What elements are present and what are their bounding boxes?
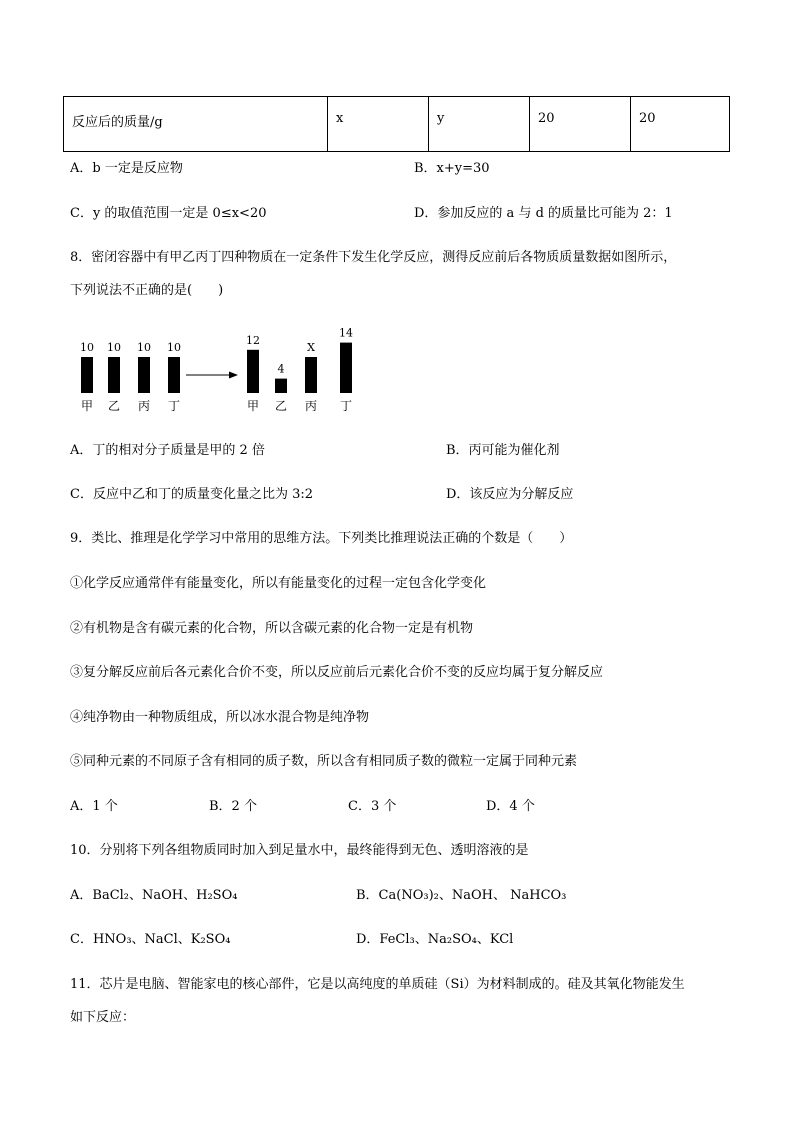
q8-option-d: D．该反应为分解反应 <box>446 487 574 502</box>
after-category-label-0: 甲 <box>246 399 260 413</box>
reaction-arrow-head <box>229 372 238 379</box>
q9-item-5: ⑤同种元素的不同原子含有相同的质子数，所以含有相同质子数的微粒一定属于同种元素 <box>70 754 578 769</box>
q8-stem-line2: 下列说法不正确的是( ) <box>70 283 224 298</box>
after-value-label-3: 14 <box>339 326 353 340</box>
q11-stem-line2: 如下反应： <box>70 1010 136 1025</box>
q9-option-d: D．4 个 <box>486 799 535 814</box>
after-bar-0 <box>247 350 259 393</box>
q8-option-b: B．丙可能为催化剂 <box>446 443 560 458</box>
after-category-label-3: 丁 <box>339 399 353 413</box>
after-value-label-2: X <box>307 341 315 354</box>
after-bar-2 <box>305 357 317 393</box>
before-value-label-1: 10 <box>107 341 121 354</box>
after-value-label-1: 4 <box>277 362 285 376</box>
after-value-label-0: 12 <box>246 333 260 347</box>
q9-option-b: B．2 个 <box>209 799 257 814</box>
q8-stem-line1: 8．密闭容器中有甲乙丙丁四种物质在一定条件下发生化学反应，测得反应前后各物质质量数据如图所示， <box>70 250 677 265</box>
q9-item-4: ④纯净物由一种物质组成，所以冰水混合物是纯净物 <box>70 710 370 725</box>
before-value-label-2: 10 <box>137 341 151 354</box>
q9-option-c: C．3 个 <box>348 799 397 814</box>
mass-bar-chart <box>70 318 370 418</box>
before-value-label-3: 10 <box>167 341 181 354</box>
q10-option-d: D．FeCl₃、Na₂SO₄、KCl <box>356 932 514 947</box>
q8-option-a: A．丁的相对分子质量是甲的 2 倍 <box>70 443 265 458</box>
cell-y: y <box>429 97 530 152</box>
before-bar-0 <box>81 357 93 393</box>
q7-option-d: D．参加反应的 a 与 d 的质量比可能为 2：1 <box>414 206 673 221</box>
after-bar-1 <box>275 379 287 393</box>
after-category-label-2: 丙 <box>304 399 318 413</box>
q7-option-a: A．b 一定是反应物 <box>70 161 183 176</box>
before-category-label-0: 甲 <box>80 399 94 413</box>
after-category-label-1: 乙 <box>274 399 288 413</box>
before-bar-3 <box>168 357 180 393</box>
cell-c: 20 <box>530 97 631 152</box>
table-row <box>64 97 730 152</box>
q10-stem: 10．分别将下列各组物质同时加入到足量水中，最终能得到无色、透明溶液的是 <box>70 843 529 858</box>
q10-option-c: C．HNO₃、NaCl、K₂SO₄ <box>70 932 231 947</box>
before-category-label-1: 乙 <box>107 399 121 413</box>
q9-item-3: ③复分解反应前后各元素化合价不变，所以反应前后元素化合价不变的反应均属于复分解反应 <box>70 665 604 680</box>
row-label-cell: 反应后的质量/g <box>64 97 328 152</box>
before-bar-1 <box>108 357 120 393</box>
q9-item-1: ①化学反应通常伴有能量变化，所以有能量变化的过程一定包含化学变化 <box>70 576 487 591</box>
q9-option-a: A．1 个 <box>70 799 118 814</box>
cell-d: 20 <box>631 97 730 152</box>
before-value-label-0: 10 <box>80 341 94 354</box>
q7-option-b: B．x+y=30 <box>414 161 490 176</box>
q8-option-c: C．反应中乙和丁的质量变化量之比为 3:2 <box>70 487 314 502</box>
q9-item-2: ②有机物是含有碳元素的化合物，所以含碳元素的化合物一定是有机物 <box>70 621 474 636</box>
after-bar-3 <box>340 343 352 393</box>
q9-stem: 9．类比、推理是化学学习中常用的思维方法。下列类比推理说法正确的个数是（ ） <box>70 531 573 546</box>
mass-table <box>63 96 730 152</box>
q10-option-a: A．BaCl₂、NaOH、H₂SO₄ <box>70 888 238 903</box>
before-category-label-2: 丙 <box>137 399 151 413</box>
q11-stem-line1: 11．芯片是电脑、智能家电的核心部件，它是以高纯度的单质硅（Si）为材料制成的。硅及其氧化物能发生 <box>70 977 685 992</box>
before-category-label-3: 丁 <box>167 399 181 413</box>
q10-option-b: B．Ca(NO₃)₂、NaOH、 NaHCO₃ <box>356 888 567 903</box>
q7-option-c: C．y 的取值范围一定是 0≤x<20 <box>70 206 267 221</box>
before-bar-2 <box>138 357 150 393</box>
cell-x: x <box>328 97 429 152</box>
